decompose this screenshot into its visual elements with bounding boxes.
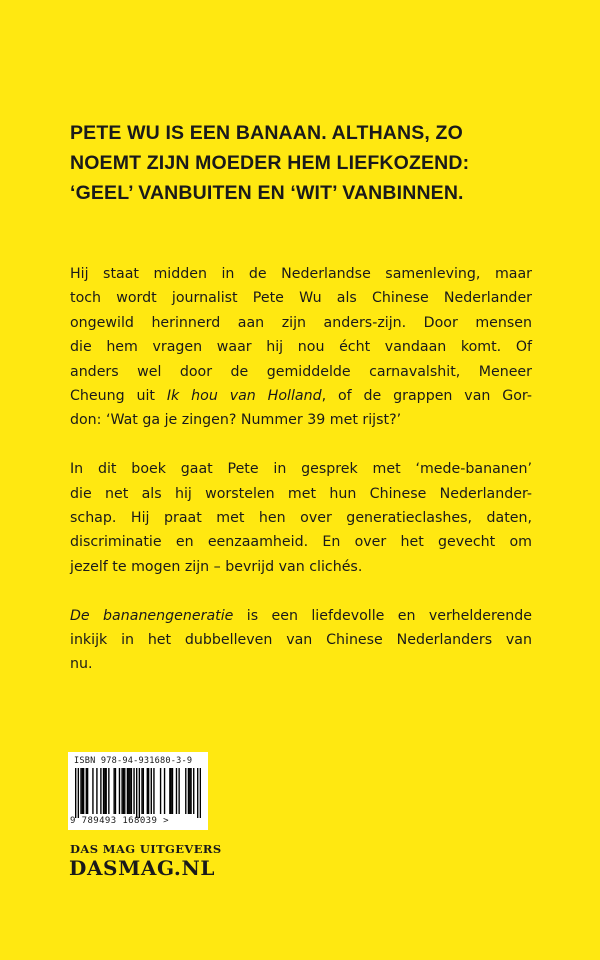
publisher-name: DAS MAG UITGEVERS xyxy=(70,842,222,856)
text-line: nu. xyxy=(70,656,93,673)
barcode-bar xyxy=(96,768,97,814)
barcode-bar xyxy=(78,768,79,818)
text-line: don: ‘Wat ga je zingen? Nummer 39 met rijst?’ xyxy=(70,412,402,429)
blurb-paragraph-2 xyxy=(70,457,532,579)
text-line: In dit boek gaat Pete in gesprek met ‘mede-bananen’ xyxy=(70,461,532,478)
barcode-bar xyxy=(141,768,142,814)
barcode-bar xyxy=(127,768,128,814)
barcode-bar xyxy=(164,768,165,814)
barcode-bar xyxy=(83,768,84,814)
barcode-bar xyxy=(178,768,179,814)
barcode-bar xyxy=(82,768,83,814)
barcode-bar xyxy=(129,768,130,814)
text-line: die net als hij worstelen met hun Chinese Nederlander- xyxy=(70,485,532,502)
barcode-bar xyxy=(148,768,149,814)
barcode-bars xyxy=(75,768,201,818)
barcode-bar xyxy=(113,768,114,814)
barcode-bar xyxy=(100,768,101,814)
text-line: schap. Hij praat met hen over generatieclashes, daten, xyxy=(70,510,532,527)
barcode-bar xyxy=(153,768,154,814)
isbn-barcode xyxy=(68,752,208,830)
barcode-bar xyxy=(121,768,122,814)
text-line: jezelf te mogen zijn – bevrijd van clichés. xyxy=(70,558,363,575)
barcode-bar xyxy=(151,768,152,814)
text-line xyxy=(70,384,532,408)
text-line: discriminatie en eenzaamheid. En over het gevecht om xyxy=(70,534,532,551)
barcode-bar xyxy=(185,768,186,814)
headline xyxy=(70,118,540,208)
barcode-bar xyxy=(80,768,81,814)
isbn-label: ISBN 978-94-931680-3-9 xyxy=(74,756,193,766)
barcode-bar xyxy=(147,768,148,814)
barcode-bar xyxy=(92,768,93,814)
barcode-bar xyxy=(104,768,105,814)
barcode-bar xyxy=(108,768,109,814)
text-line: inkijk in het dubbelleven van Chinese Nederlanders van xyxy=(70,632,532,649)
barcode-bar xyxy=(124,768,125,814)
barcode-number: 9 789493 168039 xyxy=(70,816,158,826)
barcode-bar xyxy=(75,768,76,818)
barcode-bar xyxy=(200,768,201,818)
barcode-bar xyxy=(86,768,87,814)
text-run: is een liefdevolle en verhelderende xyxy=(233,607,532,624)
text-line: die hem vragen waar hij nou écht vandaan komt. Of xyxy=(70,339,532,356)
barcode-bar xyxy=(170,768,171,814)
barcode-digits xyxy=(70,816,206,826)
headline-line: PETE WU IS EEN BANAAN. ALTHANS, ZO xyxy=(70,122,463,144)
text-run: , of de grappen van Gor- xyxy=(321,388,532,405)
barcode-bar xyxy=(143,768,144,814)
headline-line: ‘GEEL’ VANBUITEN EN ‘WIT’ VANBINNEN. xyxy=(70,182,464,204)
barcode-bar xyxy=(119,768,120,814)
barcode-bar xyxy=(139,768,140,818)
blurb xyxy=(70,262,532,701)
barcode-bar xyxy=(193,768,194,814)
barcode-bar xyxy=(188,768,189,814)
barcode-bar xyxy=(197,768,198,818)
text-line xyxy=(70,604,532,628)
barcode-bar xyxy=(176,768,177,814)
barcode-bar xyxy=(128,768,129,814)
barcode-bar xyxy=(87,768,88,814)
text-line: ongewild herinnerd aan zijn anders-zijn. Door mensen xyxy=(70,314,532,331)
barcode-bar xyxy=(136,768,137,818)
headline-line: NOEMT ZIJN MOEDER HEM LIEFKOZEND: xyxy=(70,152,470,174)
barcode-bar xyxy=(169,768,170,814)
blurb-paragraph-3 xyxy=(70,604,532,677)
text-line: anders wel door de gemiddelde carnavalshit, Meneer xyxy=(70,363,532,380)
barcode-bar xyxy=(160,768,161,814)
barcode-bar xyxy=(103,768,104,814)
barcode-bar xyxy=(189,768,190,814)
text-line: Hij staat midden in de Nederlandse samenleving, maar xyxy=(70,266,532,282)
text-line: toch wordt journalist Pete Wu als Chinese Nederlander xyxy=(70,290,532,307)
book-title: De bananengeneratie xyxy=(70,607,234,624)
tv-show-title: Ik hou van Holland xyxy=(166,388,322,405)
barcode-bar xyxy=(131,768,132,814)
barcode-bar xyxy=(115,768,116,814)
blurb-paragraph-1 xyxy=(70,262,532,433)
barcode-bar xyxy=(123,768,124,814)
publisher-url: DASMAG.NL xyxy=(69,856,216,880)
barcode-bar xyxy=(106,768,107,814)
barcode-bar xyxy=(190,768,191,814)
barcode-bar xyxy=(172,768,173,814)
barcode-arrow: > xyxy=(163,816,169,826)
text-run: Cheung uit xyxy=(70,388,167,405)
barcode-bar xyxy=(133,768,134,814)
